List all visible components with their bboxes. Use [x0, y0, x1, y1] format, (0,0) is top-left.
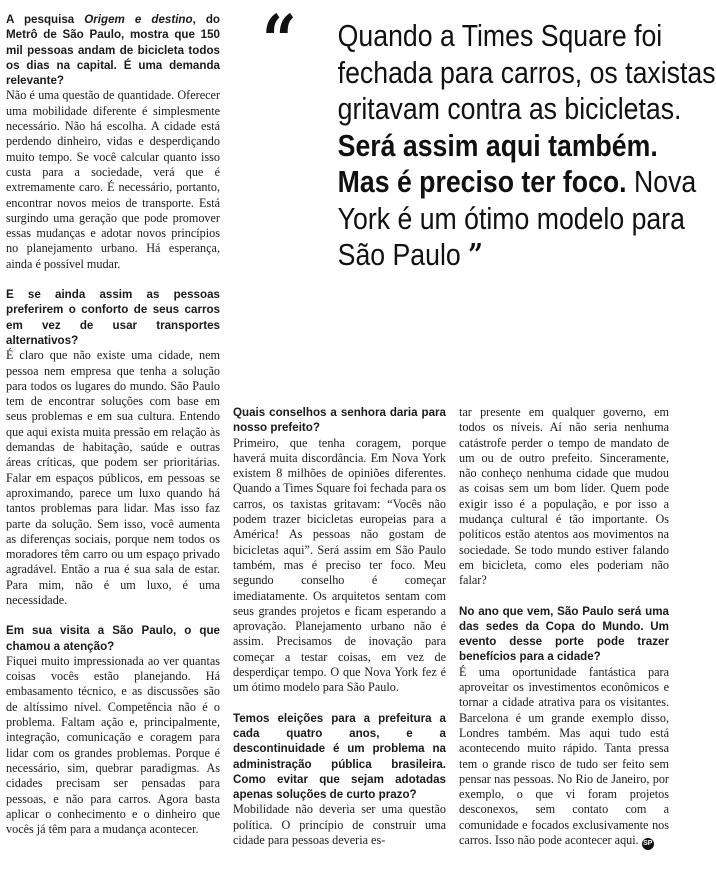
end-mark-icon: SP [642, 838, 654, 850]
question-4: Quais conselhos a senhora daria para nosso prefeito? [233, 406, 446, 435]
column-1 [6, 12, 220, 837]
answer-5: Mobilidade não deveria ser uma questão política. O princípio de construir uma cidade para pessoas deveria es- [233, 802, 446, 848]
answer-5-continued: tar presente em qualquer governo, em todos os níveis. Aí não seria nenhuma catástrofe perder o tempo de mandato de um ou de outro prefeito. Sinceramente, não conheço nenhuma cidade que mudou as coisas sem um bom líder. Quem pode exigir isso é a população, e por isso a mudança cultural é tão importante. Os políticos estão atentos aos movimentos na sociedade. Se todo mundo estiver falando em bicicleta, como eles poderiam não falar? [459, 405, 669, 588]
answer-1: Não é uma questão de quantidade. Oferecer uma mobilidade diferente é simplesmente necessário. Não há escolha. A cidade está perdendo dinheiro, vidas e desperdiçando muito tempo. Se você calcular quanto isso custa para a sociedade, verá que é extremamente caro. É necessário, portanto, encontrar novos meios de transporte. Está surgindo uma geração que pode promover essas mudanças e adotar novos princípios no planejamento urbano. Há esperança, ainda é possível mudar. [6, 88, 220, 271]
answer-6 [459, 665, 669, 850]
question-2: E se ainda assim as pessoas preferirem o conforto de seus carros em vez de usar transportes alternativos? [6, 288, 220, 347]
answer-2: É claro que não existe uma cidade, nem pessoa nem empresa que tenha a solução para todos os lugares do mundo. São Paulo tem de encontrar soluções com base em seus problemas e em sua cultura. Entendo que aqui exista muita pressão em relação às demandas de habitação, saúde e outras áreas críticas, que podem ser prioritárias. Falar em espaços públicos, em pessoas se aproximando, parece um luxo quando há tantos problemas para lidar. Mas isso faz parte da solução. Sem isso, você aumenta as diferenças sociais, porque nem todos os moradores têm carro ou um espaço privado agradável. Então a rua é sua sala de estar. Para mim, não é um luxo, é uma necessidade. [6, 348, 220, 607]
answer-6-text: É uma oportunidade fantástica para aproveitar os investimentos econômicos e tornar a cidade atrativa para os visitantes. Barcelona é um grande exemplo disso, Londres também. Mas aqui tudo está acontecendo muito rápido. Tanta pressa tem o grande risco de tudo ser feito sem pensar nas pessoas. No Rio de Janeiro, por exemplo, o que vi foram projetos desconexos, sem contato com a comunidade e focados exclusivamente nos carros. Isso não pode acontecer aqui. [459, 664, 669, 848]
question-1-italic: Origem e destino [84, 13, 193, 26]
question-6: No ano que vem, São Paulo será uma das sedes da Copa do Mundo. Um evento desse porte pode trazer benefícios para a cidade? [459, 604, 669, 664]
pull-quote-text [338, 18, 716, 275]
column-3 [459, 405, 669, 850]
pull-quote-line2: Nova York é um ótimo modelo para São Paulo [337, 164, 697, 272]
question-5: Temos eleições para a prefeitura a cada quatro anos, e a descontinuidade é um problema na administração pública brasileira. Como evitar que sejam adotadas apenas soluções de curto prazo? [233, 711, 446, 802]
close-quote-mark: ” [468, 238, 483, 273]
column-2 [233, 405, 446, 848]
question-1 [6, 12, 220, 88]
answer-4: Primeiro, que tenha coragem, porque haverá muita discordância. Em Nova York existem 8 milhões de opiniões diferentes. Quando a Times Square foi fechada para os carros, os taxistas gritavam: “Vocês não podem trazer bicicletas europeias para a América! As pessoas não gostam de bicicletas aqui”. Será assim em São Paulo também, mas é preciso ter foco. Meu segundo conselho é começar imediatamente. Os arquitetos sentam com seus grandes projetos e ficam esperando a aprovação. Planejamento urbano não é assim. Precisamos de inovação para começar a testar coisas, em vez de desperdiçar tempo. O que Nova York fez é um ótimo modelo para São Paulo. [233, 435, 446, 695]
answer-3: Fiquei muito impressionada ao ver quantas coisas vocês estão planejando. Há embasamento técnico, e as discussões são de altíssimo nível. Competência não é o problema. Faltam ação e, principalmente, integração, comunicação e coragem para lidar com os grandes problemas. Porque é necessário, sim, quebrar paradigmas. As cidades precisam ser pensadas para pessoas, e não para carros. Agora basta aplicar o conhecimento e o dinheiro que vocês já têm para a mudança acontecer. [6, 653, 220, 837]
pull-quote-bold: Será assim aqui também. Mas é preciso ter foco. [337, 127, 658, 199]
pull-quote-line1: Quando a Times Square foi fechada para carros, os taxistas gritavam contra as bicicletas. [337, 18, 716, 126]
question-1-pre: A pesquisa [6, 13, 85, 26]
question-3: Em sua visita a São Paulo, o que chamou a atenção? [6, 624, 220, 653]
question-1-post: , do Metrô de São Paulo, mostra que 150 mil pessoas andam de bicicleta todos os dias na capital. É uma demanda relevante? [6, 13, 221, 88]
open-quote-mark: “ [262, 0, 297, 82]
